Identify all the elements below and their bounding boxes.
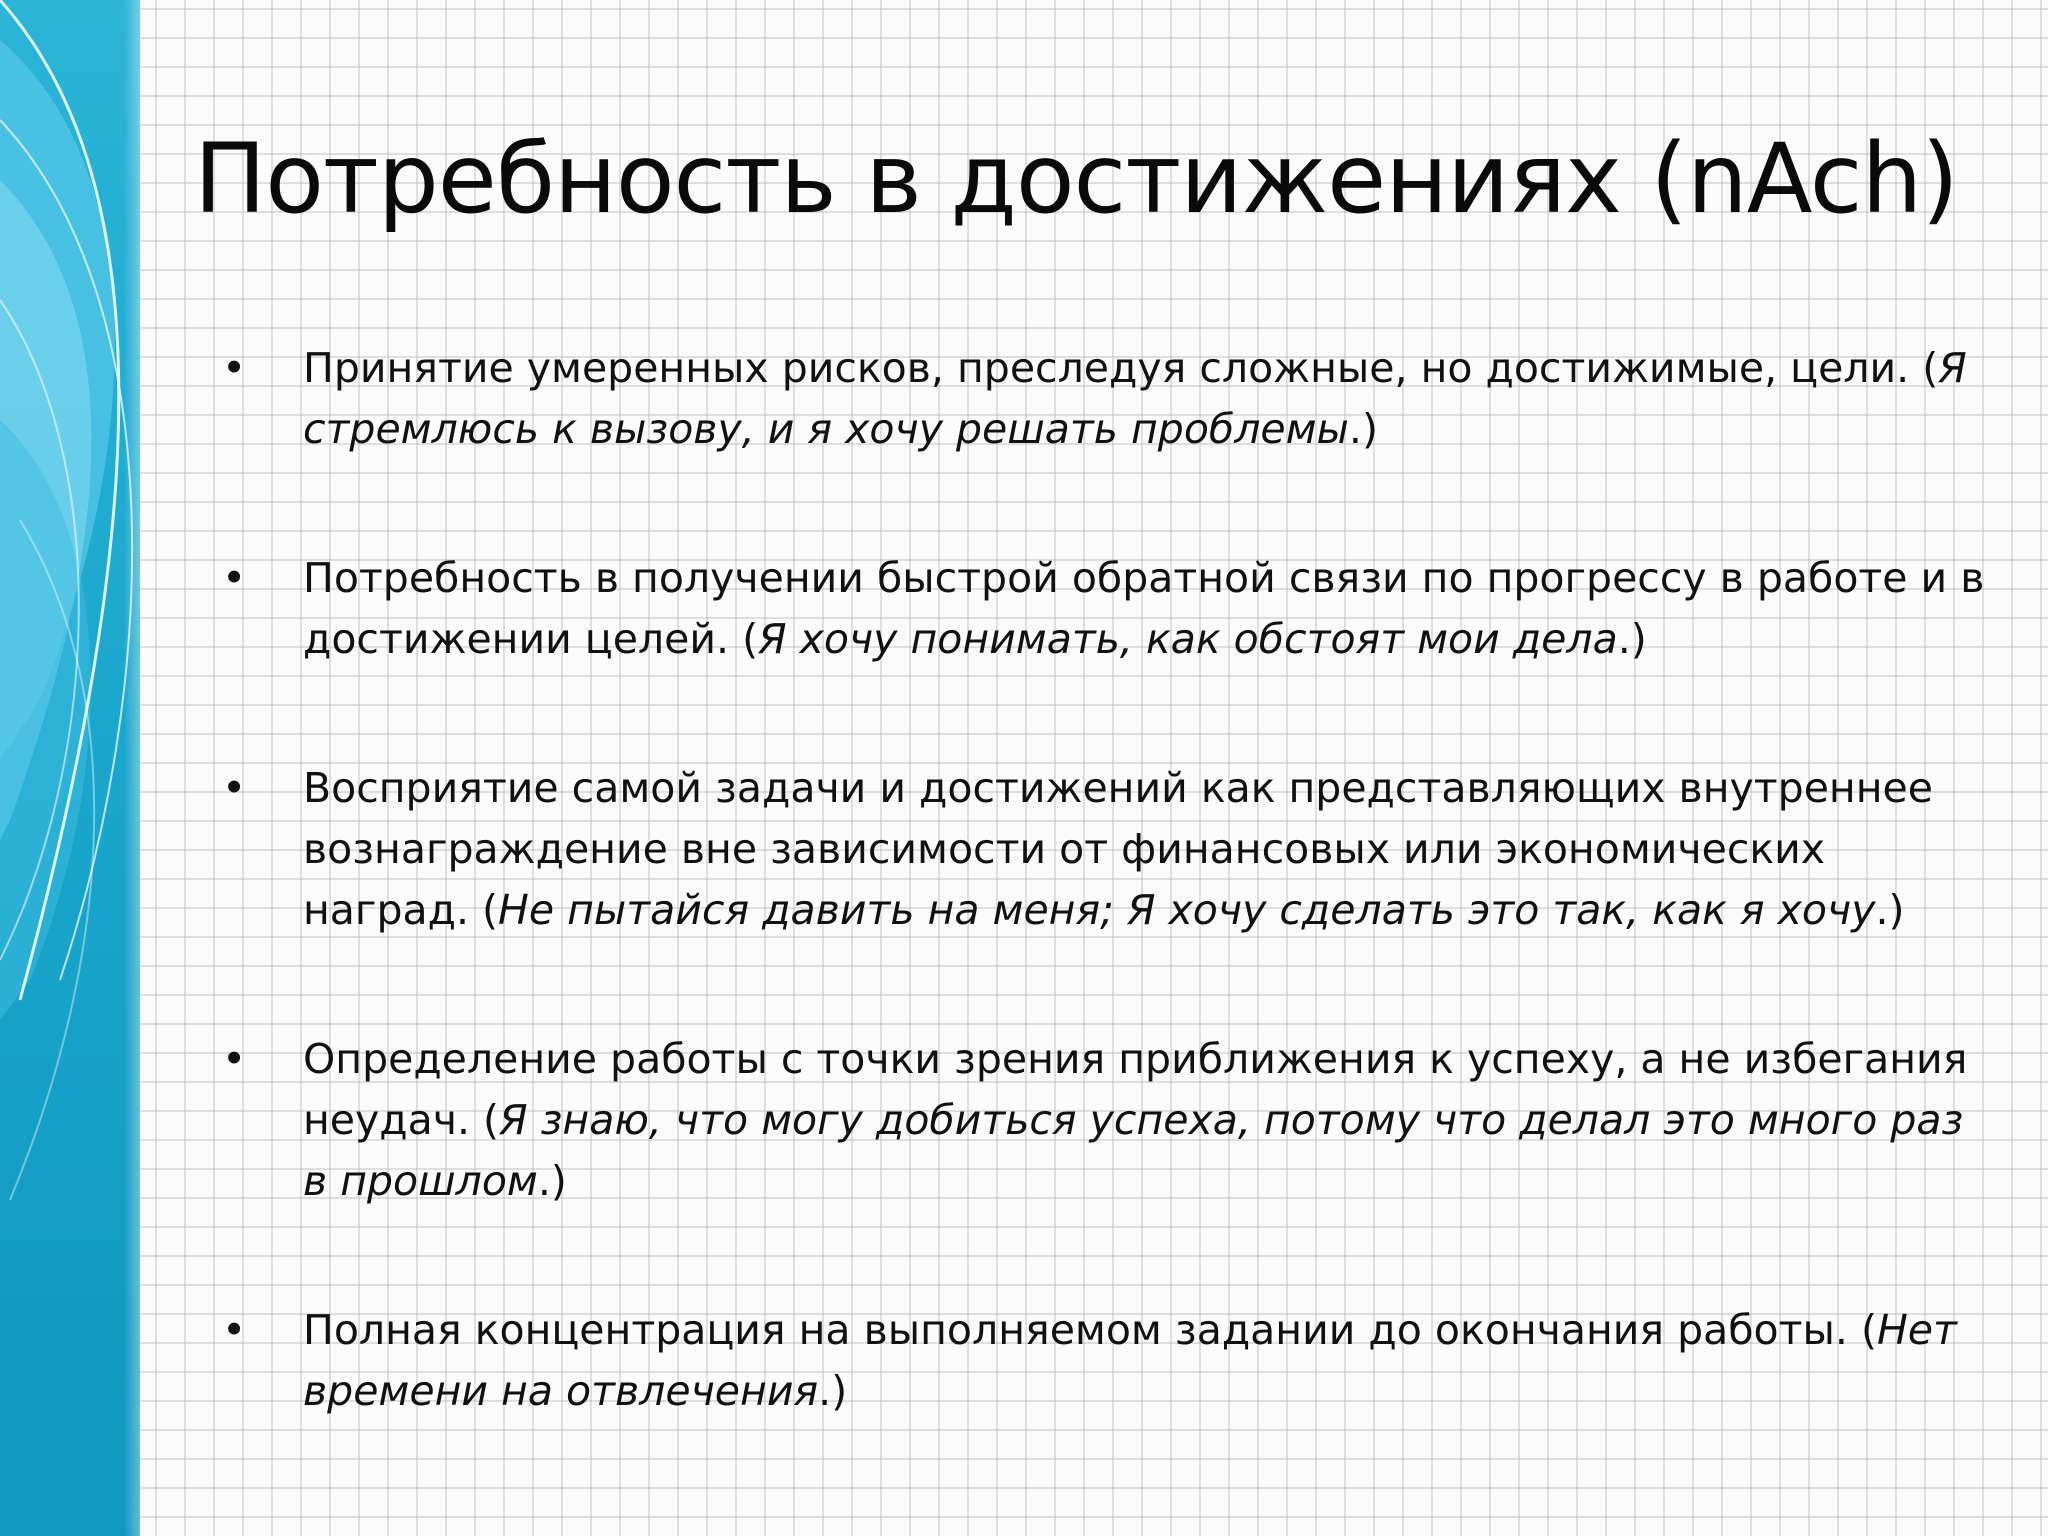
bullet-quote: Я стремлюсь к вызову, и я хочу решать проблемы	[303, 344, 1967, 453]
bullet-text: Восприятие самой задачи и достижений как представляющих внутреннее вознаграждение вне зависимости от финансовых или экономических наград. (	[303, 764, 1933, 934]
decorative-side-band	[0, 0, 140, 1536]
bullet-end: .)	[1617, 615, 1647, 663]
bullet-end: .)	[537, 1157, 567, 1205]
bullet-icon: •	[222, 764, 247, 812]
bullet-end: .)	[1875, 886, 1905, 934]
bullet-quote: Я знаю, что могу добиться успеха, потому что делал это много раз в прошлом	[303, 1096, 1964, 1205]
bullet-icon: •	[222, 1306, 247, 1354]
list-item	[220, 1029, 1990, 1212]
bullet-text: Потребность в получении быстрой обратной связи по прогрессу в работе и в достижении целей. (	[303, 554, 1985, 663]
bullet-icon: •	[222, 1035, 247, 1083]
bullet-end: .)	[818, 1367, 848, 1415]
bullet-text: Определение работы с точки зрения приближения к успеху, а не избегания неудач. (	[303, 1035, 1968, 1144]
slide-title: Потребность в достижениях (nAch)	[194, 123, 1958, 235]
bullet-quote: Нет времени на отвлечения	[303, 1306, 1957, 1415]
list-item	[220, 548, 1990, 670]
list-item	[220, 758, 1990, 941]
bullet-end: .)	[1348, 405, 1378, 453]
side-band-graphic	[0, 0, 140, 1536]
bullet-quote: Я хочу понимать, как обстоят мои дела	[758, 615, 1618, 663]
bullet-text: Принятие умеренных рисков, преследуя сложные, но достижимые, цели. (	[303, 344, 1939, 392]
bullet-text: Полная концентрация на выполняемом задании до окончания работы. (	[303, 1306, 1877, 1354]
list-item	[220, 338, 1990, 460]
bullet-icon: •	[222, 554, 247, 602]
bullet-quote: Не пытайся давить на меня; Я хочу сделать это так, как я хочу	[498, 886, 1876, 934]
list-item	[220, 1300, 1990, 1422]
bullet-icon: •	[222, 344, 247, 392]
bullet-list	[220, 338, 1990, 1422]
